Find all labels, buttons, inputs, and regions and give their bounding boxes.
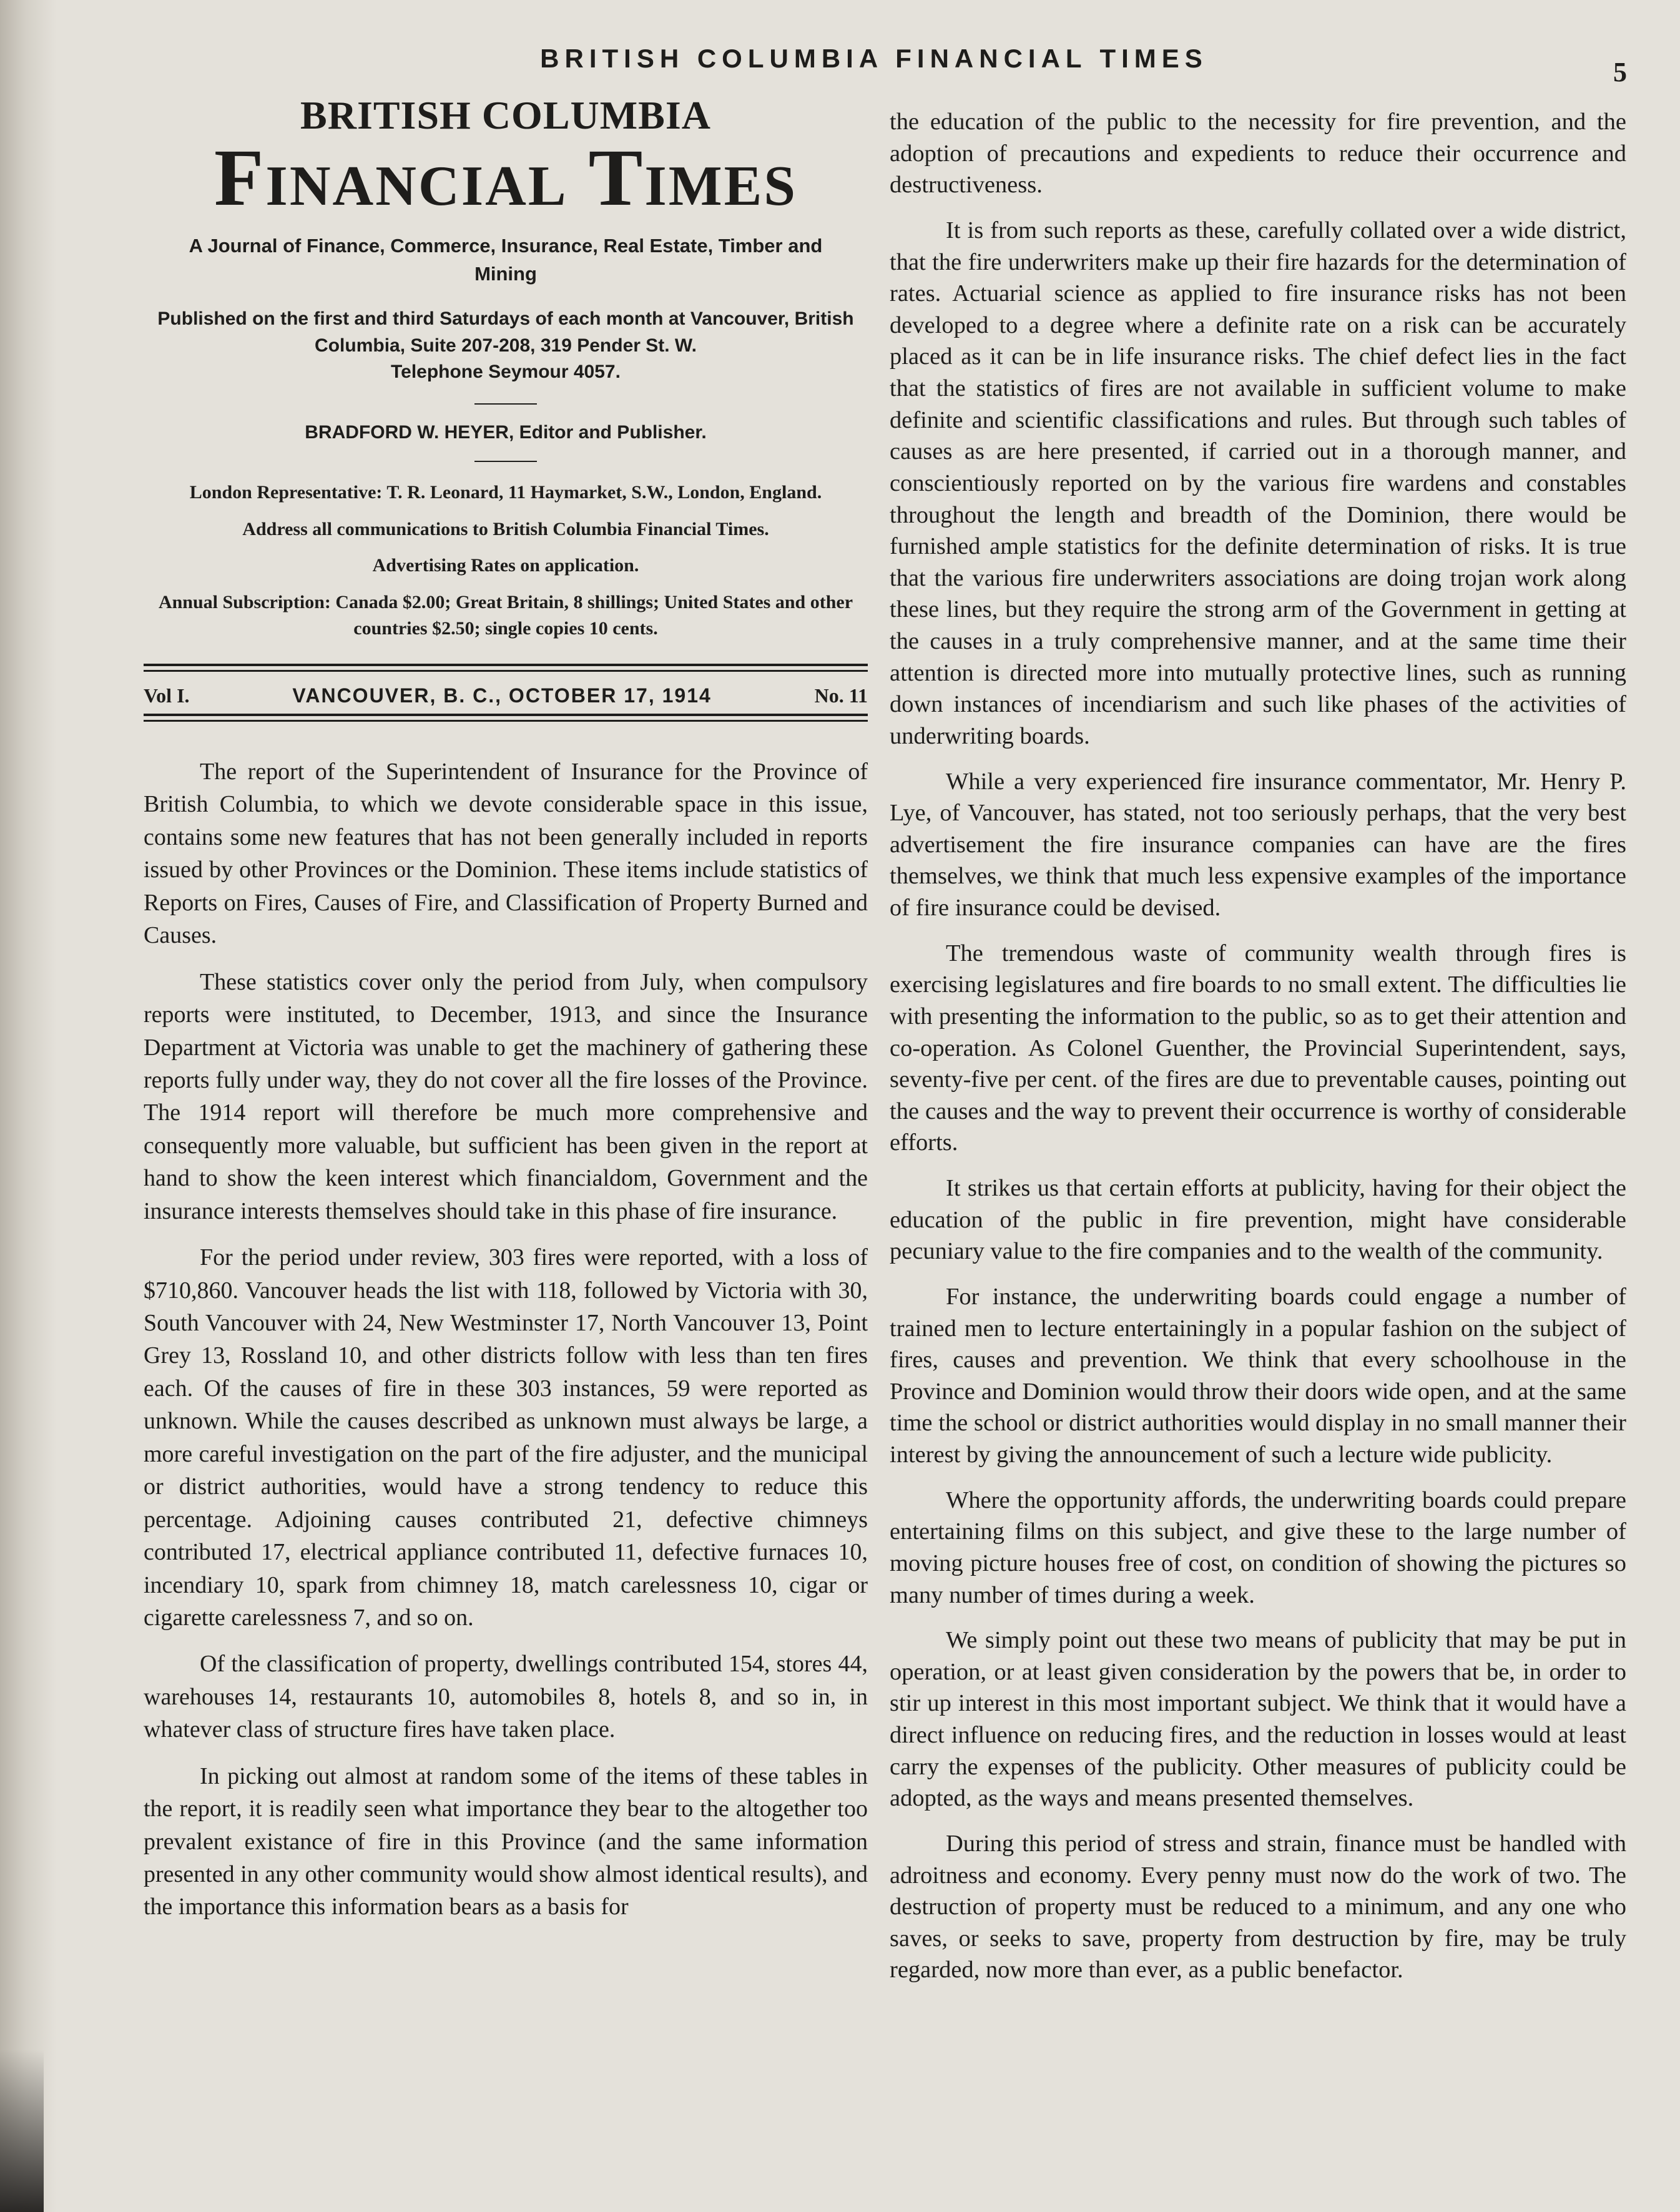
right-column: [890, 106, 1626, 2000]
left-column: [144, 94, 868, 1937]
separator-rule: [474, 403, 537, 405]
publication-info: [144, 306, 868, 386]
paragraph: We simply point out these two means of publicity that may be put in operation, or at least given consideration by the powers that be, in order to stir up interest in this most important subject. We think that it would have a direct influence on reducing fires, and the reduction in losses would at least carry the expenses of the publicity. Other measures of publicity could be adopted, as the ways and means presented themselves.: [890, 1627, 1626, 1812]
binding-shadow: [0, 2050, 44, 2212]
place-date: VANCOUVER, B. C., OCTOBER 17, 1914: [292, 684, 712, 707]
paragraph: These statistics cover only the period from July, when compulsory reports were instituted, to December, 1913, and since the Insurance Department at Victoria was unable to get the machinery of gathering these reports fully under way, they do not cover all the fire losses of the Province. The 1914 report will therefore be much more comprehensive and consequently more valuable, but sufficient has been given in the report at hand to show the keen interest which financialdom, Government and the insurance interests themselves should take in this phase of fire insurance.: [144, 968, 868, 1224]
paragraph: While a very experienced fire insurance commentator, Mr. Henry P. Lye, of Vancouver, has stated, not too seriously perhaps, that the very best advertisement the fire insurance companies can have are the fires themselves, we think that much less expensive examples of the importance of fire insurance could be devised.: [890, 768, 1626, 921]
masthead-tagline: A Journal of Finance, Commerce, Insurance, Real Estate, Timber and Mining: [189, 235, 823, 285]
paragraph: For instance, the underwriting boards could engage a number of trained men to lecture entertainingly in a popular fashion on the subject of fires, causes and prevention. We think that every schoolhouse in the Province and Dominion would throw their doors wide open, and at the same time the school or district authorities would display in no small manner their interest by giving the announcement of such a lecture wide publicity.: [890, 1283, 1626, 1468]
london-representative: London Representative: T. R. Leonard, 11 Haymarket, S.W., London, England.: [189, 482, 822, 503]
paragraph: During this period of stress and strain, finance must be handled with adroitness and economy. Every penny must now do the work of two. The destruction of property must be reduced to a minimum, and any one who saves, or seeks to save, property from destruction by fire, may be truly regarded, now more than ever, as a public benefactor.: [890, 1830, 1626, 1983]
paragraph: The tremendous waste of community wealth through fires is exercising legislatures and fire boards to no small extent. The difficulties lie with presenting the information to the public, so as to get their attention and co-operation. As Colonel Guenther, the Provincial Superintendent, says, seventy-five per cent. of the fires are due to preventable causes, pointing out the causes and the way to prevent their occurrence is worthy of considerable efforts.: [890, 940, 1626, 1156]
masthead-line1: BRITISH COLUMBIA: [300, 93, 711, 137]
subscription-line: Annual Subscription: Canada $2.00; Great Britain, 8 shillings; United States and other countries $2.50; single copies 10 cents.: [158, 591, 853, 639]
paragraph: The report of the Superintendent of Insurance for the Province of British Columbia, to which we devote considerable space in this issue, contains some new features that has not been generally included in reports issued by other Provinces or the Dominion. These items include statistics of Reports on Fires, Causes of Fire, and Classification of Property Burned and Causes.: [144, 759, 868, 949]
double-rule-bottom: [144, 714, 868, 722]
editor-line: BRADFORD W. HEYER, Editor and Publisher.: [305, 422, 707, 443]
paragraph: It strikes us that certain efforts at publicity, having for their object the education of the public in fire prevention, might have considerable pecuniary value to the fire companies and to the wealth of the community.: [890, 1175, 1626, 1265]
running-header: BRITISH COLUMBIA FINANCIAL TIMES: [540, 44, 1208, 73]
masthead-title: Financial Times: [214, 133, 797, 224]
paragraph: In picking out almost at random some of the items of these tables in the report, it is readily seen what importance they bear to the altogether too prevalent existance of fire in this Province (and the same information presented in any other community would show almost identical results), and the importance this information bears as a basis for: [144, 1762, 868, 1920]
volume-label: Vol I.: [144, 684, 190, 707]
paragraph: For the period under review, 303 fires were reported, with a loss of $710,860. Vancouver heads the list with 118, followed by Victoria with 30, South Vancouver with 24, New Westminster 17, North Vancouver 13, Point Grey 13, Rossland 10, and other districts follow with less than ten fires each. Of the causes of fire in these 303 instances, 59 were reported as unknown. While the causes described as unknown must always be large, a more careful investigation on the part of the fire adjuster, and the municipal or district authorities, would have a strong tendency to reduce this percentage. Adjoining causes contributed 21, defective chimneys contributed 17, electrical appliance contributed 11, defective furnaces 10, incendiary 10, spark from chimney 18, match carelessness 10, cigar or cigarette carelessness 7, and so on.: [144, 1244, 868, 1631]
issue-number: No. 11: [814, 684, 868, 707]
double-rule-top: [144, 664, 868, 672]
paragraph: Of the classification of property, dwellings contributed 154, stores 44, warehouses 14, restaurants 10, automobiles 8, hotels 8, and so in, in whatever class of structure fires have taken place.: [144, 1651, 868, 1743]
address-line: Address all communications to British Columbia Financial Times.: [242, 518, 769, 539]
paragraph: the education of the public to the necessity for fire prevention, and the adoption of precautions and expedients to reduce their occurrence and destructiveness.: [890, 109, 1626, 199]
separator-rule: [474, 461, 537, 462]
published-schedule: Published on the first and third Saturdays of each month at Vancouver, British Columbia, Suite 207-208, 319 Pender St. W.: [157, 308, 854, 356]
page-number: 5: [1613, 57, 1627, 87]
advertising-line: Advertising Rates on application.: [372, 555, 639, 576]
paragraph: It is from such reports as these, carefully collated over a wide district, that the fire underwriters make up their fire hazards for the determination of rates. Actuarial science as applied to fire insurance risks has not been developed to a degree where a definite rate on a risk can be accurately placed as it can be in life insurance risks. The chief defect lies in the fact that the statistics of fires are not available in sufficient volume to make definite and scientific classifications and rules. But through such tables of causes as are here presented, if carried out in a thorough manner, and conscientiously reported on by the various fire wardens and constables throughout the length and breadth of the Dominion, there would be furnished ample statistics for the definite determination of risks. It is true that the various fire underwriters associations are doing trojan work along these lines, but they require the strong arm of the Government in getting at the causes in a truly comprehensive manner, and at the same time their attention is directed more into mutually protective lines, such as running down instances of incendiarism and such like phases of the activities of underwriting boards.: [890, 217, 1626, 749]
paragraph: Where the opportunity affords, the underwriting boards could prepare entertaining films on this subject, and give these to the large number of moving picture houses free of cost, on condition of showing the pictures so many number of times during a week.: [890, 1487, 1626, 1608]
issue-line: [144, 684, 868, 707]
page-gutter-shadow: [0, 0, 56, 2212]
telephone: Telephone Seymour 4057.: [391, 361, 621, 383]
